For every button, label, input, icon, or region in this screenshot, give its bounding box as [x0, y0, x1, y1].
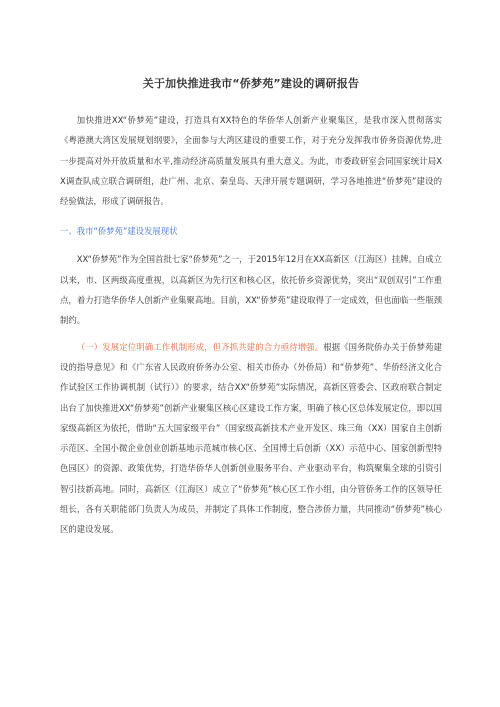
document-title: 关于加快推进我市“侨梦苑”建设的调研报告 [142, 77, 360, 90]
section-paragraph: XX“侨梦苑”作为全国首批七家“侨梦苑”之一，于2015年12月在XX高新区（江海区）挂牌。自成立以来，市、区两级高度重视，以高新区为先行区和核心区，依托侨乡资源优势，突出“双创双引”工作重点，着力打造华侨华人创新产业集聚高地。目前，XX“侨梦苑”建设取得了一定成效，但也面临一些瓶颈制约。 [60, 254, 442, 326]
section-heading: 一、我市“侨梦苑”建设发展现状 [60, 226, 178, 237]
subsection-heading: （一）发展定位明确工作机制形成，但齐抓共建的合力亟待增强。 [76, 341, 324, 352]
subsection-paragraph [60, 337, 442, 540]
intro-paragraph: 加快推进XX“侨梦苑”建设，打造具有XX特色的华侨华人创新产业聚集区，是我市深入贯彻落实《粤港澳大湾区发展规划纲要》，全面参与大湾区建设的重要工作，对于充分发挥我市侨务资源优势,进一步提高对外开放质量和水平,推动经济高质量发展具有重大意义。为此，市委政研室会同国家统计局XX调查队成立联合调研组，赴广州、北京、秦皇岛、天津开展专题调研，学习各地推进“侨梦苑”建设的经验做法，形成了调研报告。 [60, 115, 442, 207]
subsection-text: 根据《国务院侨办关于侨梦苑建设的指导意见》和《广东省人民政府侨务办公室、相关市侨办（外侨局）和“侨梦苑”、华侨经济文化合作试验区工作协调机制（试行）》的要求，结合XX“侨梦苑”实际情况，高新区管委会、区政府联合制定出台了加快推进XX“侨梦苑”创新产业聚集区核心区建设工作方案，明确了核心区总体发展定位，即以国家级高新区为依托，借助“五大国家级平台”（国家级高新技术产业开发区、珠三角（XX）国家自主创新示范区、全国小微企业创业创新基地示范城市核心区、全国博士后创新（XX）示范中心、国家创新型特色园区）的资源、政策优势，打造华侨华人创新创业服务平台、产业驱动平台，构筑聚集全球的引资引智引技新高地。同时，高新区（江海区）成立了“侨梦苑”核心区工作小组，由分管侨务工作的区领导任组长，各有关职能部门负责人为成员，并制定了具体工作制度，整合涉侨力量，共同推动“侨梦苑”核心区的建设发展。 [60, 341, 443, 535]
